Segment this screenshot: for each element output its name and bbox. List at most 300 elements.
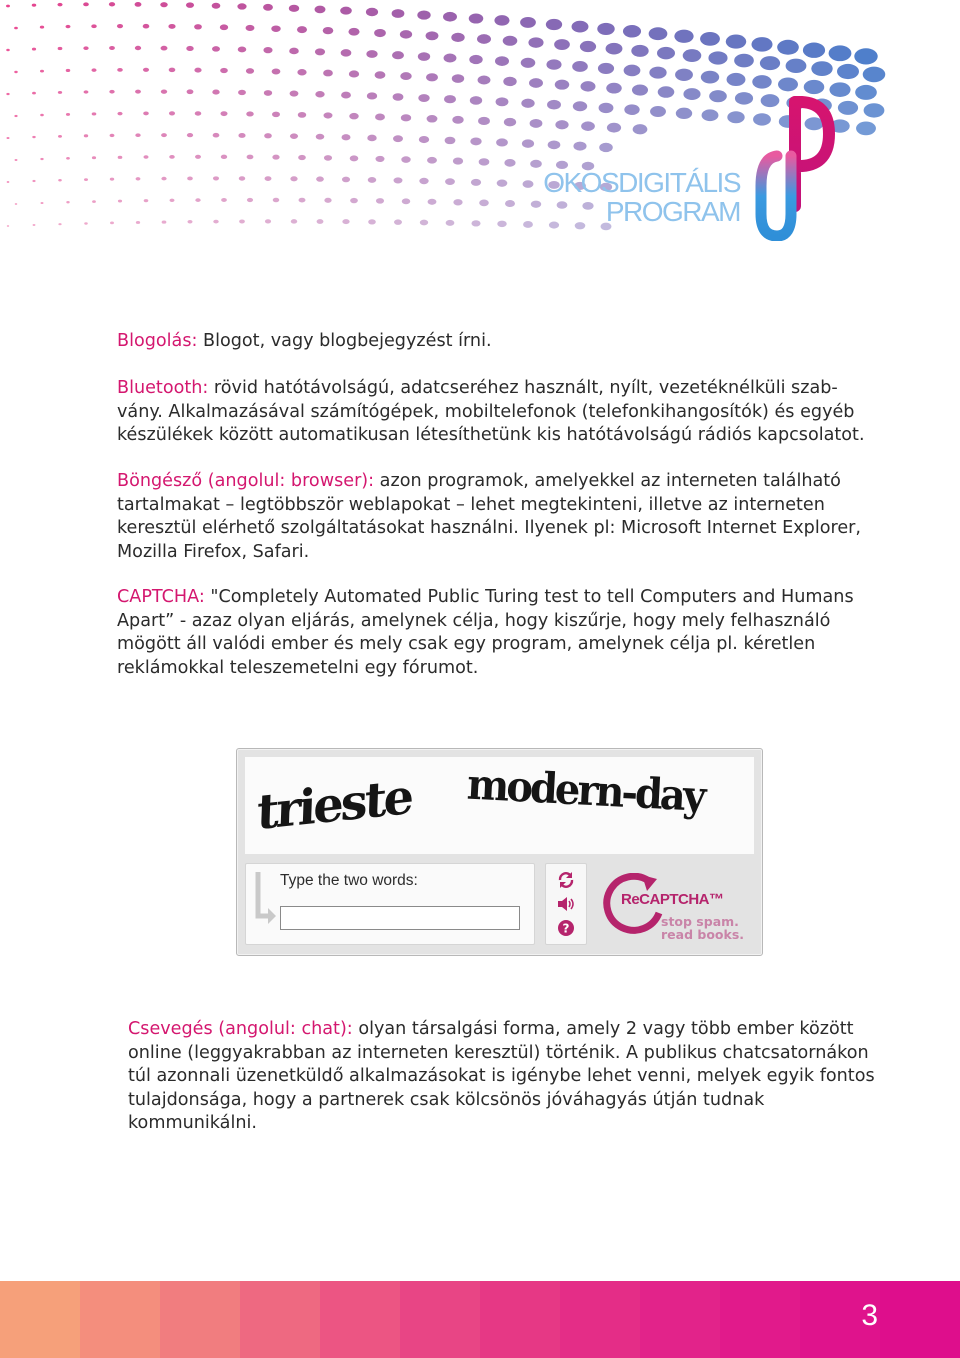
halftone-dot bbox=[118, 200, 122, 203]
halftone-dot bbox=[117, 68, 123, 72]
halftone-dot bbox=[597, 23, 614, 35]
halftone-dot bbox=[445, 137, 456, 144]
halftone-dot bbox=[272, 69, 281, 75]
slogan-line-1: stop spam. bbox=[661, 914, 739, 929]
halftone-dot bbox=[238, 47, 247, 53]
halftone-dot bbox=[393, 93, 404, 101]
halftone-dot bbox=[649, 27, 668, 40]
halftone-dot bbox=[683, 88, 700, 100]
halftone-dot bbox=[239, 219, 245, 223]
halftone-dot bbox=[263, 47, 272, 53]
halftone-dot bbox=[186, 46, 193, 51]
halftone-dot bbox=[477, 34, 491, 44]
halftone-dot bbox=[624, 104, 639, 115]
halftone-dot bbox=[674, 30, 693, 43]
halftone-dot bbox=[66, 157, 70, 160]
halftone-dot bbox=[521, 58, 536, 68]
halftone-dot bbox=[726, 35, 746, 49]
halftone-dot bbox=[471, 220, 480, 226]
halftone-dot bbox=[323, 27, 334, 34]
footer-segment bbox=[560, 1281, 640, 1358]
halftone-dot bbox=[392, 9, 405, 18]
halftone-dot bbox=[727, 111, 744, 123]
halftone-dot bbox=[444, 54, 457, 63]
entry-definition: "Completely Automated Public Turing test to tell Computers and Humans Apart” - azaz olyan eljárás, amelynek célja, hogy kiszűrje, hogy mely felhasználó mögött áll valódi ember és mely csak egy program, amelynek célja pl. kéretlen reklámokkal teleszemetelni egy fórumot. bbox=[117, 587, 854, 678]
halftone-dot bbox=[376, 198, 384, 204]
captcha-image bbox=[245, 757, 754, 854]
halftone-dot bbox=[392, 51, 404, 59]
halftone-dot bbox=[298, 155, 306, 160]
halftone-dot bbox=[238, 90, 246, 95]
halftone-dot bbox=[366, 50, 377, 58]
halftone-dot bbox=[117, 112, 122, 116]
halftone-dot bbox=[291, 219, 298, 224]
halftone-dot bbox=[161, 177, 166, 181]
halftone-dot bbox=[84, 222, 88, 224]
halftone-dot bbox=[109, 46, 115, 50]
halftone-dot bbox=[117, 24, 123, 28]
halftone-dot bbox=[554, 39, 570, 50]
footer-segment bbox=[320, 1281, 400, 1358]
halftone-dot bbox=[58, 223, 61, 225]
halftone-dot bbox=[445, 178, 455, 185]
halftone-dot bbox=[572, 61, 588, 72]
halftone-dot bbox=[91, 24, 96, 28]
halftone-dot bbox=[727, 73, 746, 86]
footer-segment bbox=[80, 1281, 160, 1358]
halftone-dot bbox=[811, 61, 832, 76]
halftone-dot bbox=[272, 112, 280, 118]
halftone-dot bbox=[316, 134, 325, 140]
halftone-dot bbox=[341, 92, 351, 99]
halftone-dot bbox=[496, 138, 508, 146]
halftone-dot bbox=[118, 156, 123, 159]
halftone-dot bbox=[264, 133, 272, 138]
halftone-dot bbox=[342, 134, 351, 140]
speaker-icon[interactable] bbox=[556, 894, 576, 914]
halftone-dot bbox=[14, 27, 18, 30]
halftone-dot bbox=[220, 24, 228, 30]
halftone-dot bbox=[650, 106, 666, 117]
halftone-dot bbox=[856, 122, 876, 136]
halftone-dot bbox=[649, 67, 666, 79]
halftone-dot bbox=[349, 113, 358, 120]
halftone-dot bbox=[855, 85, 877, 100]
halftone-dot bbox=[6, 5, 10, 8]
halftone-dot bbox=[417, 10, 430, 19]
halftone-dot bbox=[143, 68, 149, 72]
halftone-dot bbox=[161, 133, 167, 137]
halftone-dot bbox=[368, 177, 377, 183]
halftone-dot bbox=[837, 64, 859, 79]
halftone-dot bbox=[290, 176, 297, 181]
halftone-dot bbox=[348, 28, 359, 36]
halftone-dot bbox=[187, 133, 193, 137]
halftone-dot bbox=[394, 219, 402, 225]
odp-logo-mark bbox=[755, 96, 835, 241]
halftone-dot bbox=[469, 13, 484, 23]
halftone-dot bbox=[265, 176, 272, 181]
halftone-dot bbox=[220, 111, 227, 116]
halftone-dot bbox=[7, 181, 10, 183]
halftone-dot bbox=[194, 68, 201, 73]
halftone-dot bbox=[368, 219, 376, 224]
footer-segment bbox=[400, 1281, 480, 1358]
halftone-dot bbox=[528, 37, 543, 47]
halftone-dot bbox=[453, 199, 462, 205]
entry-blogolas bbox=[117, 330, 887, 354]
halftone-dot bbox=[66, 25, 71, 28]
halftone-dot bbox=[58, 47, 63, 50]
halftone-dot bbox=[110, 178, 114, 181]
logo-line-2: PROGRAM bbox=[605, 196, 740, 227]
halftone-dot bbox=[110, 222, 114, 225]
halftone-dot bbox=[84, 90, 89, 93]
halftone-dot bbox=[194, 24, 202, 29]
halftone-dot bbox=[497, 180, 508, 187]
halftone-dot bbox=[658, 86, 675, 97]
halftone-dot bbox=[14, 71, 17, 73]
halftone-dot bbox=[32, 92, 36, 95]
help-icon[interactable] bbox=[556, 918, 576, 938]
halftone-dot bbox=[419, 136, 429, 143]
halftone-dot bbox=[246, 111, 253, 116]
halftone-dot bbox=[40, 26, 44, 29]
halftone-dot bbox=[220, 68, 228, 73]
halftone-dot bbox=[33, 224, 36, 226]
halftone-dot bbox=[58, 91, 62, 94]
halftone-dot bbox=[246, 25, 255, 31]
halftone-dot bbox=[263, 4, 273, 11]
halftone-dot bbox=[83, 46, 88, 50]
halftone-dot bbox=[580, 41, 596, 52]
halftone-dot bbox=[367, 92, 377, 99]
footer-segment bbox=[640, 1281, 720, 1358]
halftone-dot bbox=[752, 75, 771, 88]
halftone-dot bbox=[342, 177, 350, 183]
halftone-dot bbox=[213, 176, 219, 180]
halftone-dot bbox=[375, 71, 386, 78]
halftone-dot bbox=[452, 74, 464, 83]
halftone-dot bbox=[683, 49, 702, 62]
halftone-dot bbox=[349, 70, 359, 77]
halftone-dot bbox=[777, 40, 799, 55]
entry-definition: rövid hatótávolságú, adatcseréhez használt, nyílt, vezetéknélküli szab- vány. Alkalmazásával számítógépek, mobiltelefonok (telefonkihangosítók) és egyéb készülékek között automatikusan létesíthetünk kis hatótávolságú rádiós kapcsolatot. bbox=[117, 378, 865, 445]
halftone-dot bbox=[547, 100, 561, 110]
halftone-dot bbox=[299, 198, 306, 203]
halftone-dot bbox=[40, 70, 44, 73]
halftone-dot bbox=[83, 2, 89, 6]
arrow-icon bbox=[252, 872, 278, 932]
halftone-dot bbox=[92, 112, 97, 115]
halftone-dot bbox=[187, 220, 192, 223]
halftone-dot bbox=[340, 7, 352, 15]
halftone-dot bbox=[14, 115, 17, 117]
halftone-dot bbox=[530, 119, 543, 128]
halftone-dot bbox=[546, 19, 562, 30]
halftone-dot bbox=[394, 177, 403, 183]
halftone-dot bbox=[531, 201, 541, 208]
halftone-dot bbox=[57, 3, 62, 7]
captcha-answer-area bbox=[245, 863, 535, 945]
entry-definition: Blogot, vagy blogbejegyzést írni. bbox=[197, 331, 492, 351]
halftone-dot bbox=[479, 158, 490, 165]
halftone-dot bbox=[444, 95, 456, 103]
halftone-dot bbox=[135, 133, 140, 137]
halftone-dot bbox=[573, 142, 586, 151]
halftone-dot bbox=[109, 2, 115, 6]
halftone-dot bbox=[66, 113, 70, 116]
halftone-dot bbox=[58, 135, 62, 138]
captcha-prompt: Type the two words: bbox=[280, 872, 418, 889]
halftone-dot bbox=[375, 114, 385, 121]
halftone-dot bbox=[40, 158, 43, 160]
halftone-dot bbox=[212, 3, 221, 9]
term-label: CAPTCHA: bbox=[117, 587, 205, 607]
halftone-dot bbox=[606, 83, 622, 94]
term-label: Blogolás: bbox=[117, 331, 198, 351]
halftone-dot bbox=[624, 65, 641, 77]
halftone-dot bbox=[323, 70, 333, 77]
halftone-dot bbox=[521, 99, 534, 108]
halftone-dot bbox=[350, 198, 358, 203]
halftone-dot bbox=[760, 56, 780, 70]
term-label: Bluetooth: bbox=[117, 378, 209, 398]
halftone-dot bbox=[297, 26, 307, 33]
halftone-dot bbox=[195, 198, 200, 202]
halftone-dot bbox=[854, 48, 877, 64]
halftone-dot bbox=[419, 178, 428, 184]
halftone-dot bbox=[324, 198, 331, 203]
halftone-dot bbox=[6, 137, 9, 139]
halftone-dot bbox=[367, 135, 376, 142]
halftone-dot bbox=[451, 33, 464, 42]
halftone-dot bbox=[631, 45, 648, 57]
term-label: Csevegés (angolul: chat): bbox=[128, 1019, 353, 1039]
halftone-dot bbox=[195, 111, 202, 116]
halftone-dot bbox=[428, 199, 437, 205]
halftone-dot bbox=[247, 155, 254, 160]
halftone-dot bbox=[32, 180, 35, 182]
halftone-dot bbox=[239, 176, 245, 180]
halftone-dot bbox=[452, 116, 463, 124]
halftone-dot bbox=[470, 96, 482, 105]
captcha-answer-input[interactable] bbox=[280, 906, 520, 930]
halftone-dot bbox=[32, 136, 35, 138]
halftone-dot bbox=[160, 2, 167, 7]
halftone-dot bbox=[212, 46, 220, 52]
halftone-dot bbox=[374, 29, 386, 37]
halftone-dot bbox=[426, 73, 438, 81]
halftone-dot bbox=[84, 134, 88, 137]
halftone-dot bbox=[581, 121, 595, 131]
halftone-dot bbox=[265, 219, 271, 223]
halftone-dot bbox=[238, 133, 245, 138]
captcha-word-1: trieste bbox=[256, 768, 413, 842]
halftone-dot bbox=[290, 133, 298, 139]
footer-segment bbox=[880, 1281, 960, 1358]
svg-text:?: ? bbox=[562, 921, 570, 936]
halftone-dot bbox=[803, 43, 825, 58]
halftone-dot bbox=[316, 176, 324, 181]
footer-segment bbox=[160, 1281, 240, 1358]
halftone-dot bbox=[324, 155, 332, 161]
halftone-dot bbox=[555, 120, 568, 129]
halftone-dot bbox=[161, 89, 167, 93]
halftone-dot bbox=[864, 103, 885, 117]
halftone-dot bbox=[187, 89, 194, 94]
halftone-dot bbox=[221, 198, 227, 202]
halftone-dot bbox=[135, 2, 142, 7]
halftone-dot bbox=[66, 201, 69, 203]
program-logo-text bbox=[543, 168, 740, 226]
halftone-dot bbox=[420, 220, 428, 226]
recaptcha-logo bbox=[599, 867, 759, 947]
halftone-dot bbox=[162, 220, 167, 223]
halftone-dot bbox=[6, 49, 10, 51]
halftone-dot bbox=[350, 155, 359, 161]
halftone-dot bbox=[548, 140, 561, 149]
halftone-dot bbox=[700, 32, 720, 46]
halftone-dot bbox=[186, 2, 194, 8]
halftone-dot bbox=[237, 3, 246, 9]
slogan-line-2: read books. bbox=[661, 927, 745, 942]
halftone-dot bbox=[701, 71, 719, 84]
halftone-dot bbox=[341, 49, 352, 56]
footer-segment bbox=[720, 1281, 800, 1358]
captcha-word-2: modern-day bbox=[465, 759, 705, 822]
halftone-dot bbox=[632, 85, 648, 96]
halftone-dot bbox=[572, 21, 589, 33]
halftone-dot bbox=[709, 90, 727, 102]
halftone-dot bbox=[15, 159, 18, 161]
halftone-dot bbox=[212, 90, 219, 95]
halftone-dot bbox=[708, 51, 727, 64]
halftone-dot bbox=[169, 155, 174, 159]
halftone-dot bbox=[110, 134, 115, 137]
halftone-dot bbox=[170, 199, 175, 202]
halftone-dot bbox=[273, 198, 279, 202]
halftone-dot bbox=[169, 68, 176, 73]
halftone-dot bbox=[469, 55, 482, 64]
halftone-dot bbox=[496, 97, 509, 106]
refresh-icon[interactable] bbox=[556, 870, 576, 890]
halftone-dot bbox=[169, 111, 175, 115]
halftone-dot bbox=[829, 45, 852, 61]
halftone-dot bbox=[529, 78, 543, 88]
halftone-dot bbox=[272, 155, 279, 160]
halftone-dot bbox=[144, 199, 149, 202]
halftone-dot bbox=[366, 8, 378, 16]
halftone-dot bbox=[786, 59, 807, 73]
halftone-dot bbox=[471, 179, 481, 186]
halftone-dot bbox=[702, 109, 719, 121]
halftone-dot bbox=[735, 92, 753, 105]
halftone-dot bbox=[675, 69, 693, 81]
halftone-dot bbox=[418, 94, 429, 102]
halftone-dot bbox=[136, 221, 140, 224]
halftone-dot bbox=[505, 200, 515, 207]
entry-captcha bbox=[117, 586, 887, 680]
entry-bongeszo bbox=[117, 470, 887, 564]
halftone-dot bbox=[66, 69, 71, 72]
halftone-dot bbox=[195, 155, 201, 159]
halftone-dot bbox=[271, 25, 280, 32]
halftone-dot bbox=[470, 138, 481, 146]
halftone-dot bbox=[838, 101, 858, 115]
halftone-dot bbox=[161, 46, 168, 51]
halftone-dot bbox=[479, 200, 489, 207]
halftone-dot bbox=[187, 177, 193, 181]
halftone-dot bbox=[446, 220, 455, 226]
halftone-dot bbox=[581, 81, 596, 91]
halftone-dot bbox=[522, 180, 533, 188]
halftone-dot bbox=[290, 90, 299, 96]
halftone-dot bbox=[401, 114, 411, 121]
halftone-dot bbox=[297, 69, 306, 75]
halftone-dot bbox=[324, 112, 333, 118]
halftone-dot bbox=[376, 156, 385, 162]
halftone-dot bbox=[829, 82, 850, 97]
halftone-dot bbox=[41, 202, 44, 204]
halftone-dot bbox=[401, 156, 410, 163]
halftone-dot bbox=[315, 91, 324, 97]
halftone-dot bbox=[453, 157, 463, 164]
halftone-dot bbox=[402, 198, 410, 204]
entry-definition: azon programok, amelyekkel az interneten található tartalmakat – legtöbbször weblapokat – lehet megtekinteni, illetve az interneten keresztül elérhető szolgáltatásokat használni. Ilyenek pl: Microsoft Internet Explorer, Mozilla Firefox, Safari. bbox=[117, 471, 861, 562]
halftone-dot bbox=[504, 159, 515, 167]
halftone-dot bbox=[427, 157, 437, 164]
halftone-dot bbox=[6, 93, 9, 95]
halftone-dot bbox=[530, 160, 542, 168]
halftone-dot bbox=[426, 31, 439, 40]
halftone-dot bbox=[418, 52, 430, 61]
halftone-dot bbox=[143, 155, 148, 158]
recaptcha-widget bbox=[236, 748, 763, 956]
halftone-dot bbox=[503, 36, 518, 46]
page-number: 3 bbox=[861, 1299, 878, 1332]
halftone-dot bbox=[264, 90, 272, 96]
footer-segment bbox=[480, 1281, 560, 1358]
halftone-dot bbox=[599, 143, 613, 152]
halftone-dot bbox=[143, 111, 149, 115]
halftone-dot bbox=[315, 48, 325, 55]
halftone-dot bbox=[136, 177, 141, 180]
halftone-dot bbox=[607, 123, 621, 133]
halftone-dot bbox=[520, 17, 536, 28]
halftone-dot bbox=[15, 203, 18, 205]
halftone-dot bbox=[135, 90, 141, 94]
recaptcha-slogan bbox=[661, 915, 744, 941]
halftone-dot bbox=[109, 90, 114, 94]
halftone-dot bbox=[84, 178, 88, 181]
halftone-dot bbox=[342, 219, 349, 224]
footer-segment bbox=[0, 1281, 80, 1358]
halftone-dot bbox=[676, 108, 692, 119]
halftone-dot bbox=[804, 80, 825, 94]
term-label: Böngésző (angolul: browser): bbox=[117, 471, 375, 491]
halftone-dot bbox=[494, 15, 509, 25]
halftone-dot bbox=[495, 56, 509, 66]
halftone-dot bbox=[734, 54, 754, 68]
footer-color-band bbox=[0, 1281, 960, 1358]
halftone-dot bbox=[427, 115, 438, 123]
recaptcha-brand: ReCAPTCHA™ bbox=[621, 891, 724, 908]
halftone-dot bbox=[503, 77, 516, 86]
halftone-dot bbox=[246, 68, 254, 74]
halftone-dot bbox=[623, 25, 641, 38]
halftone-dot bbox=[504, 118, 516, 127]
